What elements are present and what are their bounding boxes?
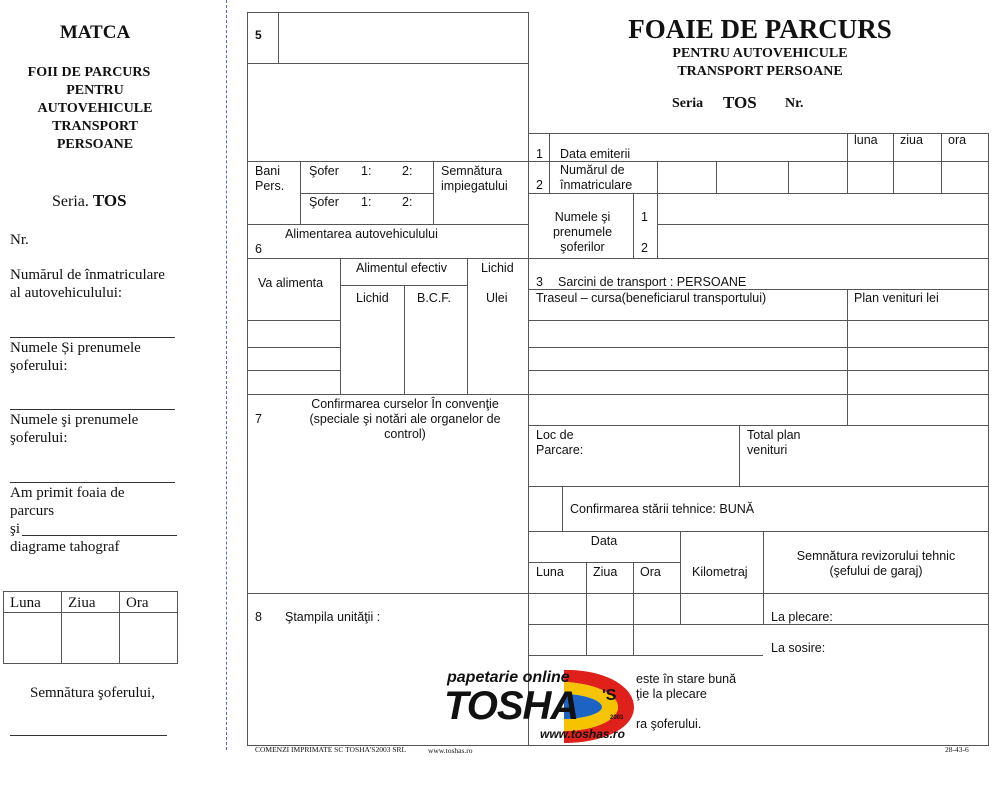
stub-inmatriculare-label-2: al autovehiculului:: [10, 285, 123, 301]
numele-label-2: prenumele: [552, 225, 613, 239]
stub-subtitle-1: FOII DE PARCURS: [27, 65, 151, 80]
stub-sofer2-label-1: Numele şi prenumele: [10, 412, 139, 428]
logo-brand: TOSHA: [444, 684, 579, 728]
stub-date-ora: Ora: [126, 595, 149, 611]
sofer-1a: 1:: [361, 164, 372, 178]
confirmarea-line-2: (speciale şi notări ale organelor de: [309, 412, 501, 426]
footer-code: 28-43-6: [945, 745, 969, 754]
stub-subtitle-4: TRANSPORT: [52, 119, 138, 134]
traseul-header: Traseul – cursa(beneficiarul transportului): [536, 291, 767, 305]
stub-sofer1-line[interactable]: [10, 409, 175, 410]
box7-number: 7: [255, 412, 262, 426]
confirmarea-line-3: control): [384, 427, 426, 441]
stub-inmatriculare-line[interactable]: [10, 337, 175, 338]
stare-line-2: ţie la plecare: [636, 687, 707, 701]
stub-date-ziua: Ziua: [68, 595, 96, 611]
ulei-label: Ulei: [486, 291, 508, 305]
logo-top-text: papetarie online: [447, 669, 570, 686]
stub-subtitle-3: AUTOVEHICULE: [37, 101, 153, 116]
stub-primit-4: diagrame tahograf: [10, 539, 120, 555]
total-label-1: Total plan: [747, 428, 801, 442]
form-subtitle-2: TRANSPORT PERSOANE: [677, 64, 843, 79]
box6-number: 6: [255, 242, 262, 256]
bani-label: Bani: [255, 164, 281, 178]
stub-semnatura: Semnătura şoferului,: [30, 685, 155, 701]
form-seria-label: Seria: [672, 96, 704, 111]
stub-sofer2-line[interactable]: [10, 482, 175, 483]
footer-text: COMENZI IMPRIMATE SC TOSHA'S2003 SRL: [255, 745, 407, 754]
stub-primit-2: parcurs: [10, 503, 55, 519]
bcf-label: B.C.F.: [417, 291, 452, 305]
ziua-header: ziua: [900, 133, 923, 147]
numarul-label-2: înmatriculare: [560, 178, 633, 192]
revizor-header-1: Semnătura revizorului tehnic: [796, 549, 956, 563]
ora-subheader: Ora: [640, 565, 661, 579]
box5-field[interactable]: [280, 14, 526, 61]
form-nr-label: Nr.: [785, 96, 804, 111]
alimentul-efectiv-label: Alimentul efectiv: [356, 261, 448, 275]
box1-number: 1: [536, 147, 543, 161]
luna-header: luna: [854, 133, 878, 147]
box5-number: 5: [255, 28, 262, 42]
sarcini-label: Sarcini de transport : PERSOANE: [558, 275, 747, 289]
numele-label-3: şoferilor: [560, 240, 605, 254]
plan-header: Plan venituri lei: [854, 291, 939, 305]
logo-year: 2003: [610, 715, 624, 721]
stub-seria-label: Seria.: [52, 193, 89, 210]
form-seria-value: TOS: [723, 93, 757, 112]
stub-primit-1: Am primit foaia de: [10, 485, 125, 501]
stub-primit-3: şi: [10, 521, 21, 537]
stub-seria: [52, 192, 127, 211]
form-title: FOAIE DE PARCURS: [628, 14, 892, 44]
confirmarea-tehnica-label: Confirmarea stării tehnice: BUNĂ: [570, 502, 755, 516]
numele-label-1: Numele şi: [554, 210, 611, 224]
box2-number: 2: [536, 178, 543, 192]
kilometraj-header: Kilometraj: [692, 565, 748, 579]
stub-sofer1-label-1: Numele Și prenumele: [10, 340, 141, 356]
la-plecare-label: La plecare:: [771, 610, 833, 624]
sofer-label-b: Şofer: [309, 195, 339, 209]
data-emiterii-label: Data emiterii: [560, 147, 631, 161]
box3-number: 3: [536, 275, 543, 289]
ziua-subheader: Ziua: [593, 565, 618, 579]
sofer-row-1: 1: [641, 210, 648, 224]
box8-number: 8: [255, 610, 262, 624]
lichid-top-label: Lichid: [481, 261, 514, 275]
lichid-label: Lichid: [356, 291, 389, 305]
stare-line-3: ra şoferului.: [636, 717, 702, 731]
luna-subheader: Luna: [536, 565, 564, 579]
perforation-line: [226, 0, 227, 750]
stub-primit-line[interactable]: [22, 535, 177, 536]
stub-nr-label: Nr.: [10, 232, 29, 248]
numarul-label-1: Numărul de: [560, 163, 625, 177]
logo-url: www.toshas.ro: [540, 727, 625, 741]
sofer-row-2: 2: [641, 241, 648, 255]
semnatura-label-2: impiegatului: [441, 179, 508, 193]
sofer-2b: 2:: [402, 195, 413, 209]
revizor-header-2: (şefului de garaj): [829, 564, 923, 578]
alimentarea-label: Alimentarea autovehiculului: [285, 227, 438, 241]
la-sosire-label: La sosire:: [771, 641, 826, 655]
form-subtitle-1: PENTRU AUTOVEHICULE: [672, 46, 848, 61]
toshas-logo: [442, 667, 638, 745]
stare-line-1: este în stare bună: [636, 672, 737, 686]
loc-label-1: Loc de: [536, 428, 574, 442]
stub-subtitle-5: PERSOANE: [56, 137, 134, 152]
stub-subtitle-2: PENTRU: [66, 83, 124, 98]
logo-suffix: 'S: [602, 687, 617, 704]
semnatura-label-1: Semnătura: [441, 164, 503, 178]
pers-label: Pers.: [255, 179, 285, 193]
stub-seria-value: TOS: [92, 191, 127, 210]
stampila-label: Ştampila unităţii :: [285, 610, 381, 624]
sofer-label-a: Şofer: [309, 164, 339, 178]
ora-header: ora: [948, 133, 967, 147]
stub-title: MATCA: [59, 22, 131, 43]
stub-inmatriculare-label-1: Numărul de înmatriculare: [10, 267, 165, 283]
data-header: Data: [590, 534, 618, 548]
sofer-1b: 1:: [361, 195, 372, 209]
footer-url: www.toshas.ro: [428, 746, 473, 755]
stub-date-luna: Luna: [10, 595, 41, 611]
stub-semnatura-line[interactable]: [10, 735, 167, 736]
total-label-2: venituri: [747, 443, 788, 457]
va-alimenta-label: Va alimenta: [258, 276, 324, 290]
confirmarea-line-1: Confirmarea curselor În convenţie: [311, 397, 499, 411]
stub-sofer2-label-2: şoferului:: [10, 430, 68, 446]
loc-label-2: Parcare:: [536, 443, 584, 457]
sofer-2a: 2:: [402, 164, 413, 178]
stub-sofer1-label-2: şoferului:: [10, 358, 68, 374]
